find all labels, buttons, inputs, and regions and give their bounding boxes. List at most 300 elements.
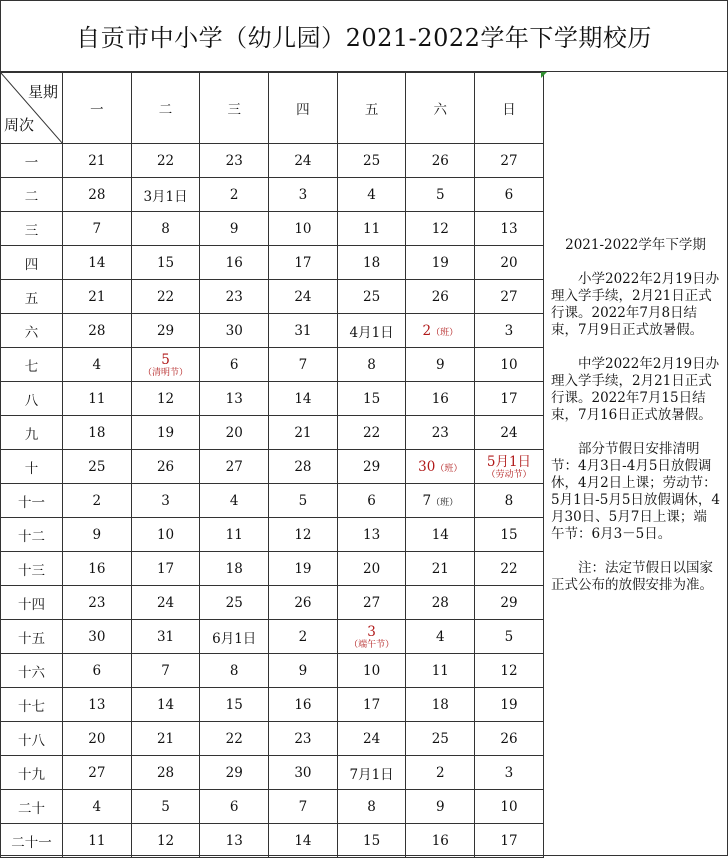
- weekday-header: 五: [337, 73, 406, 144]
- weekday-header: 一: [63, 73, 132, 144]
- day-value: 28: [431, 594, 449, 611]
- day-cell: [269, 756, 338, 790]
- day-cell: [200, 518, 269, 552]
- day-value: 6: [504, 186, 514, 203]
- day-cell: [475, 824, 544, 858]
- day-cell: [63, 314, 132, 348]
- day-cell: [63, 348, 132, 382]
- holiday-mark: [338, 624, 406, 650]
- day-cell: [269, 484, 338, 518]
- day-value: 27: [88, 764, 106, 781]
- day-cell: [200, 824, 269, 858]
- day-value: 12: [294, 526, 312, 543]
- week-number: 十五: [1, 620, 63, 654]
- day-cell: [337, 348, 406, 382]
- day-cell: [63, 518, 132, 552]
- day-cell: [337, 756, 406, 790]
- day-cell: [131, 518, 200, 552]
- day-cell: [63, 722, 132, 756]
- day-value: 17: [363, 696, 381, 713]
- day-cell: [406, 518, 475, 552]
- workday-tag: （班）: [435, 463, 463, 474]
- day-value: 17: [294, 254, 312, 271]
- day-cell: [406, 484, 475, 518]
- day-cell: [131, 144, 200, 178]
- day-cell: [131, 382, 200, 416]
- day-cell: [200, 416, 269, 450]
- day-cell: [200, 246, 269, 280]
- weekday-header: 六: [406, 73, 475, 144]
- week-row: [1, 382, 544, 416]
- day-value: 9: [298, 662, 308, 679]
- day-cell: [200, 178, 269, 212]
- calendar-body: [1, 144, 544, 858]
- holiday-mark: [422, 323, 458, 339]
- day-cell: [200, 348, 269, 382]
- day-value: 11: [363, 220, 381, 237]
- holiday-label: （劳动节）: [486, 469, 532, 480]
- day-cell: [337, 688, 406, 722]
- day-cell: [269, 722, 338, 756]
- day-cell: [269, 790, 338, 824]
- day-value: 14: [156, 696, 175, 713]
- day-value: 6: [367, 492, 376, 509]
- week-row: [1, 688, 544, 722]
- day-value: 18: [225, 560, 243, 577]
- day-cell: [200, 280, 269, 314]
- day-value: 31: [294, 322, 312, 339]
- day-cell: [475, 348, 544, 382]
- day-value: 14: [294, 832, 312, 849]
- notes-title: 2021-2022学年下学期: [565, 237, 706, 253]
- day-value: 5: [435, 186, 445, 203]
- day-cell: [63, 212, 132, 246]
- day-value: 23: [294, 730, 312, 747]
- day-value: 30: [294, 764, 312, 781]
- day-value: 19: [156, 424, 175, 441]
- day-value: 13: [225, 832, 243, 849]
- day-value: 8: [367, 798, 376, 815]
- weekday-header: 日: [475, 73, 544, 144]
- day-cell: [475, 722, 544, 756]
- notes-holidays: 部分节假日安排清明节：4月3日-4月5日放假调休，4月2日上课；劳动节：5月1日-5月5日放假调休，4月30日、5月7日上课；端午节：6月3－5日。: [551, 441, 721, 542]
- day-cell: [337, 518, 406, 552]
- day-value: 19: [294, 560, 312, 577]
- day-cell: [63, 178, 132, 212]
- day-cell: [269, 416, 338, 450]
- day-cell: [269, 620, 338, 654]
- week-row: [1, 280, 544, 314]
- week-row: [1, 484, 544, 518]
- day-cell: [131, 654, 200, 688]
- day-value: 9: [435, 356, 445, 373]
- day-value: 23: [431, 424, 449, 441]
- day-value: 2: [92, 492, 102, 509]
- day-cell: [406, 280, 475, 314]
- day-value: 25: [431, 730, 449, 747]
- day-value: 19: [431, 254, 449, 271]
- week-number: 十: [1, 450, 63, 484]
- day-value: 12: [500, 662, 518, 679]
- day-value: 7: [161, 662, 170, 679]
- day-cell: [63, 790, 132, 824]
- day-value: 3月1日: [143, 188, 188, 205]
- week-row: [1, 246, 544, 280]
- day-value: 20: [88, 730, 106, 747]
- day-cell: [475, 790, 544, 824]
- day-cell: [406, 654, 475, 688]
- day-value: 6: [92, 662, 102, 679]
- day-cell: [406, 450, 475, 484]
- weekday-header: 三: [200, 73, 269, 144]
- day-cell: [475, 450, 544, 484]
- day-cell: [475, 178, 544, 212]
- day-cell: [63, 280, 132, 314]
- day-cell: [63, 756, 132, 790]
- day-cell: [406, 416, 475, 450]
- week-row: [1, 212, 544, 246]
- day-value: 18: [88, 424, 106, 441]
- day-value: 7: [422, 492, 432, 509]
- day-cell: [406, 144, 475, 178]
- day-cell: [63, 382, 132, 416]
- week-number: 六: [1, 314, 63, 348]
- day-value: 10: [500, 798, 518, 815]
- day-value: 27: [500, 152, 518, 169]
- day-cell: [200, 620, 269, 654]
- day-cell: [269, 144, 338, 178]
- day-cell: [131, 280, 200, 314]
- day-value: 17: [156, 560, 175, 577]
- day-value: 8: [504, 492, 514, 509]
- day-value: 22: [156, 288, 175, 305]
- day-value: 20: [500, 254, 518, 271]
- day-value: 9: [229, 220, 239, 237]
- day-cell: [337, 620, 406, 654]
- day-cell: [269, 450, 338, 484]
- day-cell: [475, 382, 544, 416]
- day-value: 5: [298, 492, 308, 509]
- week-number: 七: [1, 348, 63, 382]
- day-value: 3: [504, 322, 514, 339]
- weekday-header: 四: [269, 73, 338, 144]
- day-cell: [337, 144, 406, 178]
- day-cell: [269, 246, 338, 280]
- week-number: 四: [1, 246, 63, 280]
- week-number: 十三: [1, 552, 63, 586]
- day-value: 15: [363, 390, 381, 407]
- day-value: 5: [504, 628, 514, 645]
- day-value: 15: [156, 254, 175, 271]
- day-cell: [406, 178, 475, 212]
- day-value: 26: [431, 288, 449, 305]
- day-value: 4月1日: [349, 324, 394, 341]
- day-value: 20: [225, 424, 243, 441]
- day-value: 14: [294, 390, 312, 407]
- day-cell: [337, 450, 406, 484]
- day-value: 15: [363, 832, 381, 849]
- day-cell: [131, 756, 200, 790]
- day-value: 22: [156, 152, 175, 169]
- day-value: 25: [363, 152, 381, 169]
- day-cell: [269, 586, 338, 620]
- day-cell: [131, 450, 200, 484]
- day-cell: [337, 484, 406, 518]
- week-row: [1, 348, 544, 382]
- day-value: 10: [156, 526, 175, 543]
- day-value: 13: [88, 696, 106, 713]
- day-value: 8: [367, 356, 376, 373]
- corner-cell: [1, 73, 63, 144]
- day-value: 7: [92, 220, 102, 237]
- week-row: [1, 586, 544, 620]
- day-value: 16: [431, 390, 449, 407]
- day-cell: [406, 246, 475, 280]
- day-cell: [337, 178, 406, 212]
- day-cell: [269, 280, 338, 314]
- day-cell: [200, 450, 269, 484]
- day-value: 7: [298, 798, 308, 815]
- day-cell: [131, 688, 200, 722]
- day-value: 5月1日: [486, 453, 532, 470]
- week-number: 十一: [1, 484, 63, 518]
- day-value: 24: [500, 424, 518, 441]
- header-row: [1, 73, 544, 144]
- day-value: 27: [363, 594, 381, 611]
- workday-tag: （班）: [431, 497, 459, 508]
- day-value: 16: [431, 832, 449, 849]
- day-value: 27: [500, 288, 518, 305]
- week-row: [1, 178, 544, 212]
- week-number: 五: [1, 280, 63, 314]
- day-cell: [406, 348, 475, 382]
- day-cell: [406, 552, 475, 586]
- day-value: 6: [229, 798, 239, 815]
- holiday-label: （清明节）: [143, 367, 189, 378]
- day-value: 13: [500, 220, 518, 237]
- day-cell: [269, 212, 338, 246]
- day-cell: [406, 382, 475, 416]
- day-value: 30: [225, 322, 243, 339]
- day-cell: [337, 416, 406, 450]
- day-cell: [337, 314, 406, 348]
- day-cell: [200, 790, 269, 824]
- corner-weekday-label: 星期: [27, 83, 58, 101]
- day-cell: [131, 314, 200, 348]
- week-row: [1, 314, 544, 348]
- week-row: [1, 416, 544, 450]
- day-value: 24: [294, 152, 312, 169]
- day-cell: [475, 314, 544, 348]
- holiday-mark: [132, 352, 200, 378]
- day-cell: [200, 688, 269, 722]
- week-row: [1, 654, 544, 688]
- day-cell: [200, 722, 269, 756]
- day-value: 2: [298, 628, 308, 645]
- day-value: 29: [500, 594, 518, 611]
- day-cell: [337, 246, 406, 280]
- week-number: 十六: [1, 654, 63, 688]
- day-value: 4: [435, 628, 445, 645]
- day-value: 15: [225, 696, 243, 713]
- day-value: 5: [161, 351, 170, 368]
- day-value: 19: [500, 696, 518, 713]
- day-cell: [131, 212, 200, 246]
- day-value: 13: [363, 526, 381, 543]
- day-value: 26: [156, 458, 175, 475]
- day-cell: [475, 280, 544, 314]
- day-value: 20: [363, 560, 381, 577]
- day-value: 25: [363, 288, 381, 305]
- day-value: 7: [298, 356, 308, 373]
- day-cell: [63, 416, 132, 450]
- week-row: [1, 620, 544, 654]
- week-number: 二十: [1, 790, 63, 824]
- day-value: 23: [88, 594, 106, 611]
- corner-week-label: 周次: [4, 116, 35, 134]
- holiday-mark: [422, 493, 458, 509]
- day-cell: [131, 348, 200, 382]
- day-value: 18: [363, 254, 381, 271]
- day-cell: [337, 212, 406, 246]
- day-value: 29: [156, 322, 175, 339]
- day-value: 28: [156, 764, 175, 781]
- weekday-header: 二: [131, 73, 200, 144]
- notes-primary: 小学2022年2月19日办理入学手续，2月21日正式行课。2022年7月8日结束，7月9日正式放暑假。: [551, 271, 720, 338]
- day-cell: [475, 144, 544, 178]
- day-value: 28: [294, 458, 312, 475]
- day-cell: [406, 756, 475, 790]
- day-value: 12: [431, 220, 449, 237]
- day-value: 16: [294, 696, 312, 713]
- day-cell: [406, 620, 475, 654]
- day-cell: [63, 824, 132, 858]
- day-cell: [131, 824, 200, 858]
- day-value: 31: [156, 628, 175, 645]
- day-value: 3: [161, 492, 170, 509]
- day-value: 4: [92, 356, 102, 373]
- day-value: 17: [500, 390, 518, 407]
- day-value: 6: [229, 356, 239, 373]
- day-value: 5: [161, 798, 170, 815]
- day-cell: [406, 688, 475, 722]
- day-value: 12: [156, 832, 175, 849]
- day-cell: [406, 790, 475, 824]
- day-cell: [63, 144, 132, 178]
- day-cell: [406, 824, 475, 858]
- day-cell: [131, 722, 200, 756]
- day-value: 21: [294, 424, 312, 441]
- day-cell: [475, 518, 544, 552]
- day-value: 10: [294, 220, 312, 237]
- day-cell: [200, 654, 269, 688]
- day-value: 8: [161, 220, 170, 237]
- day-value: 11: [88, 390, 106, 407]
- day-value: 29: [363, 458, 381, 475]
- day-value: 21: [88, 288, 106, 305]
- day-value: 11: [431, 662, 449, 679]
- day-value: 10: [363, 662, 381, 679]
- day-cell: [200, 382, 269, 416]
- day-cell: [63, 484, 132, 518]
- day-cell: [337, 654, 406, 688]
- week-number: 十七: [1, 688, 63, 722]
- day-cell: [131, 586, 200, 620]
- holiday-mark: [418, 459, 462, 475]
- notes-middle: 中学2022年2月19日办理入学手续，2月21日正式行课。2022年7月15日结束，7月16日正式放暑假。: [551, 356, 720, 423]
- week-number: 二十一: [1, 824, 63, 858]
- day-value: 15: [500, 526, 518, 543]
- day-cell: [131, 178, 200, 212]
- week-row: [1, 552, 544, 586]
- day-value: 30: [88, 628, 106, 645]
- day-cell: [406, 586, 475, 620]
- day-cell: [475, 756, 544, 790]
- day-cell: [337, 382, 406, 416]
- day-cell: [406, 314, 475, 348]
- day-cell: [475, 688, 544, 722]
- week-number: 十二: [1, 518, 63, 552]
- day-value: 26: [294, 594, 312, 611]
- day-cell: [269, 518, 338, 552]
- day-cell: [131, 246, 200, 280]
- day-value: 12: [156, 390, 175, 407]
- day-value: 22: [363, 424, 381, 441]
- day-value: 2: [422, 322, 432, 339]
- week-row: [1, 756, 544, 790]
- day-cell: [63, 654, 132, 688]
- day-cell: [131, 790, 200, 824]
- day-cell: [269, 348, 338, 382]
- day-cell: [131, 620, 200, 654]
- day-value: 21: [156, 730, 175, 747]
- day-value: 26: [500, 730, 518, 747]
- notes-remark: 注：法定节假日以国家正式公布的放假安排为准。: [551, 560, 713, 593]
- day-value: 25: [225, 594, 243, 611]
- day-value: 23: [225, 288, 243, 305]
- day-cell: [63, 620, 132, 654]
- week-number: 十四: [1, 586, 63, 620]
- day-cell: [131, 416, 200, 450]
- day-value: 11: [88, 832, 106, 849]
- day-value: 24: [294, 288, 312, 305]
- day-cell: [63, 688, 132, 722]
- day-cell: [63, 246, 132, 280]
- holiday-label: （端午节）: [349, 639, 395, 650]
- day-value: 9: [92, 526, 102, 543]
- week-row: [1, 722, 544, 756]
- day-value: 14: [88, 254, 106, 271]
- day-cell: [63, 450, 132, 484]
- day-cell: [475, 552, 544, 586]
- week-row: [1, 824, 544, 858]
- day-value: 28: [88, 186, 106, 203]
- day-value: 14: [431, 526, 449, 543]
- day-value: 22: [500, 560, 518, 577]
- day-cell: [200, 552, 269, 586]
- day-cell: [269, 654, 338, 688]
- day-cell: [200, 144, 269, 178]
- day-value: 11: [225, 526, 243, 543]
- day-value: 4: [92, 798, 102, 815]
- day-value: 4: [229, 492, 239, 509]
- day-value: 30: [418, 458, 436, 475]
- day-value: 27: [225, 458, 243, 475]
- day-value: 29: [225, 764, 243, 781]
- day-cell: [475, 586, 544, 620]
- week-row: [1, 518, 544, 552]
- day-cell: [475, 620, 544, 654]
